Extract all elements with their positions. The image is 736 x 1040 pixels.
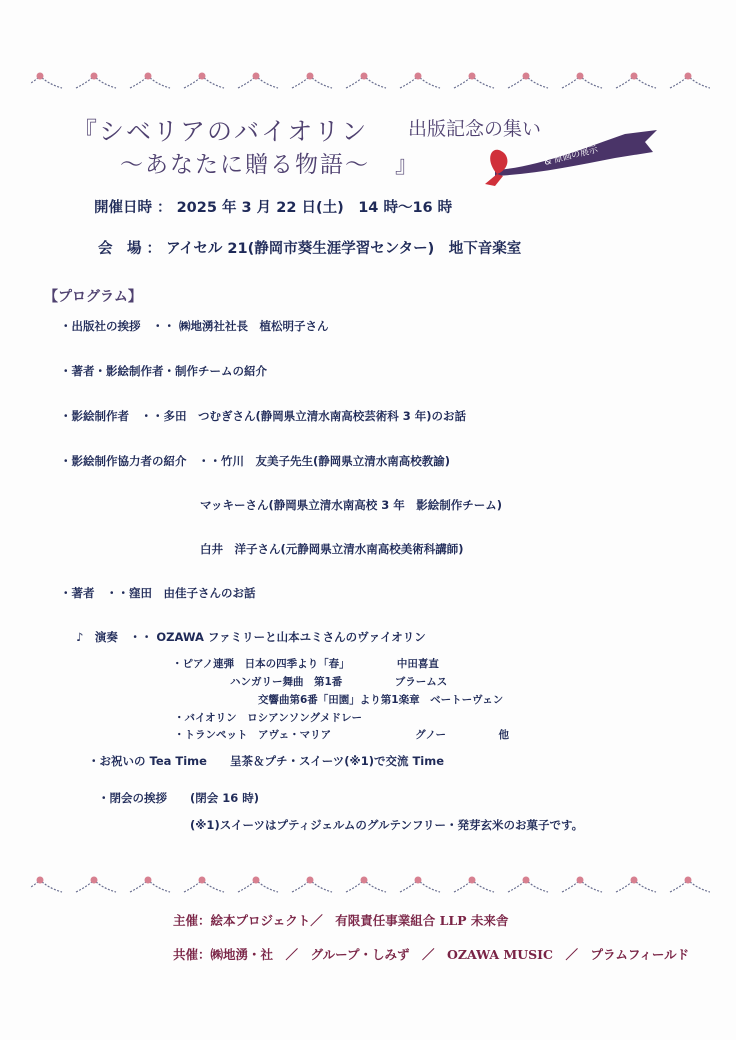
performance-heading: ♪ 演奏 ・・ OZAWA ファミリーと山本ユミさんのヴァイオリン [76, 630, 426, 644]
program-item: マッキーさん(静岡県立清水南高校 3 年 影絵制作チーム) [200, 498, 503, 512]
flower-motif [184, 73, 224, 89]
flower-motif [292, 73, 332, 89]
flower-motif [562, 73, 602, 89]
flower-motif [130, 73, 170, 89]
cosponsor: 共催：㈱地湧・社 ／ グループ・しみず ／ OZAWA MUSIC ／ プラムフィールド [173, 947, 690, 962]
program-item: ・著者・影絵制作者・制作チームの紹介 [60, 364, 267, 378]
flower-motif [184, 877, 224, 893]
ribbon-text: & 原画の展示 [543, 144, 599, 168]
flower-motif [670, 73, 710, 89]
closing-remarks: ・閉会の挨拶 (閉会 16 時) [98, 791, 260, 805]
flower-motif [562, 877, 602, 893]
performance-piece: ・ピアノ連弾 日本の四季より「春」 中田喜直 [172, 658, 439, 670]
floral-garland-top [30, 68, 710, 92]
flower-motif [400, 73, 440, 89]
flower-motif [616, 73, 656, 89]
performance-piece: ・トランペット アヴェ・マリア グノー 他 [174, 729, 510, 741]
flower-motif [238, 877, 278, 893]
flower-motif [76, 73, 116, 89]
ribbon-icon [475, 118, 660, 188]
flower-motif [30, 877, 62, 893]
performance-piece: ・バイオリン ロシアンソングメドレー [174, 712, 362, 724]
flower-motif [346, 877, 386, 893]
flower-motif [76, 877, 116, 893]
tea-time: ・お祝いの Tea Time 呈茶＆プチ・スイーツ(※1)で交流 Time [88, 754, 445, 768]
program-item: 白井 洋子さん(元静岡県立清水南高校美術科講師) [200, 542, 464, 556]
flower-motif [508, 877, 548, 893]
performance-piece: ハンガリー舞曲 第1番 ブラームス [230, 676, 448, 688]
flower-motif [508, 73, 548, 89]
program-item: ・著者 ・・窪田 由佳子さんのお話 [60, 586, 256, 600]
flower-motif [292, 877, 332, 893]
flower-motif [130, 877, 170, 893]
flower-motif [670, 877, 710, 893]
floral-garland-bottom [30, 872, 710, 896]
organizer: 主催：絵本プロジェクト／ 有限責任事業組合 LLP 未来舎 [173, 913, 509, 928]
program-item: ・影絵制作協力者の紹介 ・・竹川 友美子先生(静岡県立清水南高校教諭) [60, 454, 451, 468]
flower-motif [616, 877, 656, 893]
flower-motif [30, 73, 62, 89]
flower-motif [400, 877, 440, 893]
program-heading: 【プログラム】 [44, 289, 142, 305]
event-datetime: 開催日時 ： 2025 年 3 月 22 日(土) 14 時〜16 時 [94, 200, 453, 216]
performance-piece: 交響曲第6番「田園」より第1楽章 ベートーヴェン [258, 694, 504, 706]
program-item: ・出版社の挨拶 ・・ ㈱地湧社社長 植松明子さん [60, 319, 329, 333]
event-venue: 会 場 ： アイセル 21(静岡市葵生涯学習センター) 地下音楽室 [98, 241, 522, 257]
title-line2: 〜あなたに贈る物語〜 』 [120, 152, 420, 178]
title-line1: 『シベリアのバイオリン [72, 117, 369, 146]
flower-motif [454, 73, 494, 89]
flower-motif [238, 73, 278, 89]
flower-motif [346, 73, 386, 89]
program-item: ・影絵制作者 ・・多田 つむぎさん(静岡県立清水南高校芸術科 3 年)のお話 [60, 409, 467, 423]
sweets-note: (※1)スイーツはプティジェルムのグルテンフリー・発芽玄米のお菓子です。 [190, 818, 584, 832]
flower-motif [454, 877, 494, 893]
event-subtitle: 出版記念の集い [408, 118, 542, 140]
